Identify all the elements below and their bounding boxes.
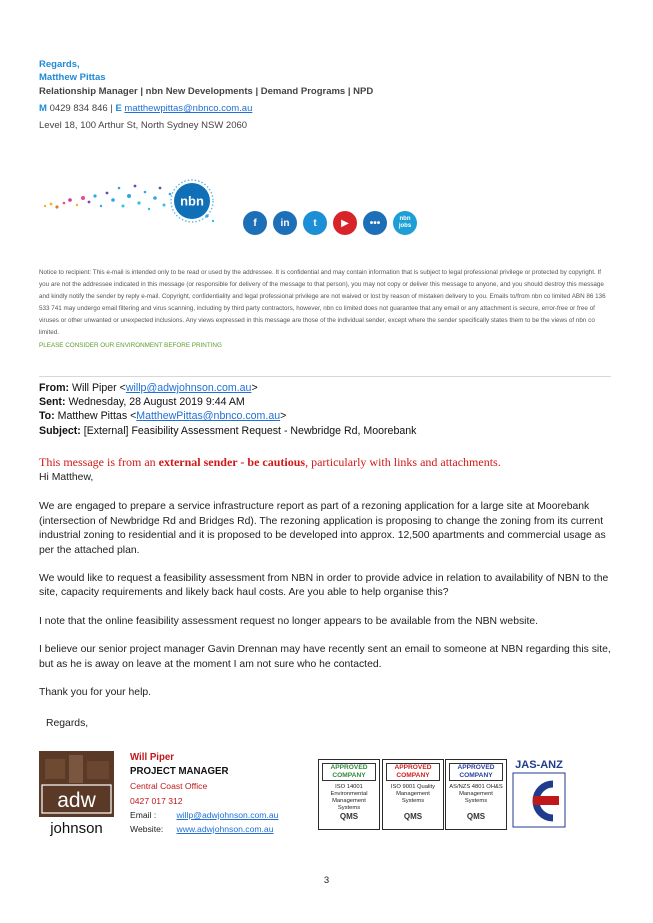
nbn-jobs-icon[interactable]: nbn jobs [393,211,417,235]
sent-label: Sent: [39,396,66,409]
cert-approved-label: APPROVED COMPANY [386,763,440,781]
legal-notice [39,267,611,352]
jas-anz-text: JAS-ANZ [515,759,563,771]
sig-title: PROJECT MANAGER [130,766,229,778]
to-email-link[interactable]: MatthewPittas@nbnco.com.au [136,410,281,423]
adw-johnson-logo [39,751,114,837]
environment-note: PLEASE CONSIDER OUR ENVIRONMENT BEFORE PRINTING [39,341,222,349]
from-label: From: [39,382,70,394]
sig-website-link[interactable]: www.adwjohnson.com.au [176,824,274,835]
cert-standard: AS/NZS 4801 OH&S Management Systems [449,784,503,804]
email-header [39,381,416,438]
sig-phone: 0427 017 312 [130,795,183,806]
logo-johnson-text: johnson [50,820,103,837]
sig-email-label: Email : [130,809,157,820]
email-link[interactable]: matthewpittas@nbnco.com.au [124,103,253,114]
qms-mark: QMS [466,812,486,821]
linkedin-icon[interactable]: in [273,211,297,235]
email-label: E [115,103,122,114]
social-icons [243,211,417,235]
sender-name: Matthew Pittas [39,72,106,83]
to-label: To: [39,410,55,423]
from-name: Will Piper [71,382,117,394]
nbn-logo [39,176,219,226]
sig-website-line [130,822,278,836]
regards-text: Regards, [39,59,80,70]
chat-icon[interactable]: ••• [363,211,387,235]
sent-date: Wednesday, 28 August 2019 9:44 AM [68,396,245,409]
cert-approved-label: APPROVED COMPANY [322,763,376,781]
paragraph-3: I note that the online feasibility assessment request no longer appears to be available from the NBN website. [39,615,539,627]
to-line: To: Matthew Pittas <MatthewPittas@nbnco.com.au> [39,410,287,423]
adw-signature [130,751,278,836]
sig-name: Will Piper [130,752,175,763]
paragraph-5: Thank you for your help. [39,687,152,699]
from-line: From: Will Piper <willp@adwjohnson.com.au> [39,382,258,394]
mobile-number: 0429 834 846 [49,103,108,114]
from-email-link[interactable]: willp@adwjohnson.com.au [125,382,252,394]
logo-adw-text: adw [57,789,96,812]
address: Level 18, 100 Arthur St, North Sydney NSW 2060 [39,120,248,131]
divider [39,376,611,377]
cert-badge [445,759,507,830]
jas-anz-logo [509,757,569,829]
sent-line [39,395,416,409]
paragraph-1: We are engaged to prepare a service infrastructure report as part of a rezoning application for a large site at Moorebank (intersection of Newbridge Rd and Bridges Rd). The rezoning application is proposing to change the zoning from its current industrial zoning to residential and it is proposed to be developed into approx. 12,500 apartments and commercial usage as per the attached plan. [39,501,606,556]
warning-text-1: This message is from an [39,455,159,469]
cert-badge [382,759,444,830]
email-body [39,471,614,714]
external-sender-warning [39,455,501,470]
cert-approved-label: APPROVED COMPANY [449,763,503,781]
qms-mark: QMS [339,812,359,821]
contact-separator: | [110,103,113,114]
to-name: Matthew Pittas [57,410,128,423]
youtube-icon[interactable]: ▶ [333,211,357,235]
cert-standard: ISO 14001 Environmental Management Systems [330,784,368,811]
sig-email-link[interactable]: willp@adwjohnson.com.au [176,809,279,820]
sender-title: Relationship Manager | nbn New Developments | Demand Programs | NPD [39,86,374,97]
facebook-icon[interactable]: f [243,211,267,235]
nbn-signature [39,58,373,132]
paragraph-2: We would like to request a feasibility assessment from NBN in order to provide advice in relation to availability of NBN to the site, capacity requirements and likely back haul costs. Are you able to help organise this? [39,573,609,599]
warning-bold: external sender - be cautious [158,455,306,469]
sig-office: Central Coast Office [130,781,208,792]
sig-email-line [130,808,278,822]
paragraph-4: I believe our senior project manager Gavin Drennan may have recently sent an email to someone at NBN regarding this site, but as he is away on leave at the moment I am not sure who he contacted. [39,644,611,670]
cert-standard: ISO 9001 Quality Management Systems [390,784,436,804]
nbn-logo-text: nbn [180,193,204,209]
subject-label: Subject: [39,424,81,437]
twitter-icon[interactable]: t [303,211,327,235]
mobile-label: M [39,103,47,114]
closing-regards: Regards, [46,718,89,729]
subject-line [39,424,416,438]
qms-mark: QMS [403,812,423,821]
greeting: Hi Matthew, [39,472,94,483]
page-number: 3 [323,875,330,886]
subject-text: [External] Feasibility Assessment Request - Newbridge Rd, Moorebank [83,424,417,437]
sig-website-label: Website: [130,824,164,835]
warning-text-2: , particularly with links and attachments. [305,455,501,469]
cert-badge [318,759,380,830]
notice-text: Notice to recipient: This e-mail is intended only to be read or used by the addressee. It is confidential and may contain information that is subject to legal professional privilege or protected by copyright. If you are not the addressee indicated in this message (or responsible for delivery of the message to that person), you may not copy or deliver this message to anyone, and you should destroy this message and kindly notify the sender by reply e-mail. Copyright, confidentiality and legal professional privilege are not waived or lost by reason of mistaken delivery to you. Emails to/from nbn co limited ABN 86 136 533 741 may undergo email filtering and virus scanning, including by third party contractors, however, nbn co limited does not guarantee that any email or any attachment is secure, error-free or free of viruses or other unwanted or unexpected inclusions. Any views expressed in this message are those of the individual sender, except where the sender specifically states them to be the views of nbn co limited. [39,269,606,337]
contact-line [39,102,373,115]
